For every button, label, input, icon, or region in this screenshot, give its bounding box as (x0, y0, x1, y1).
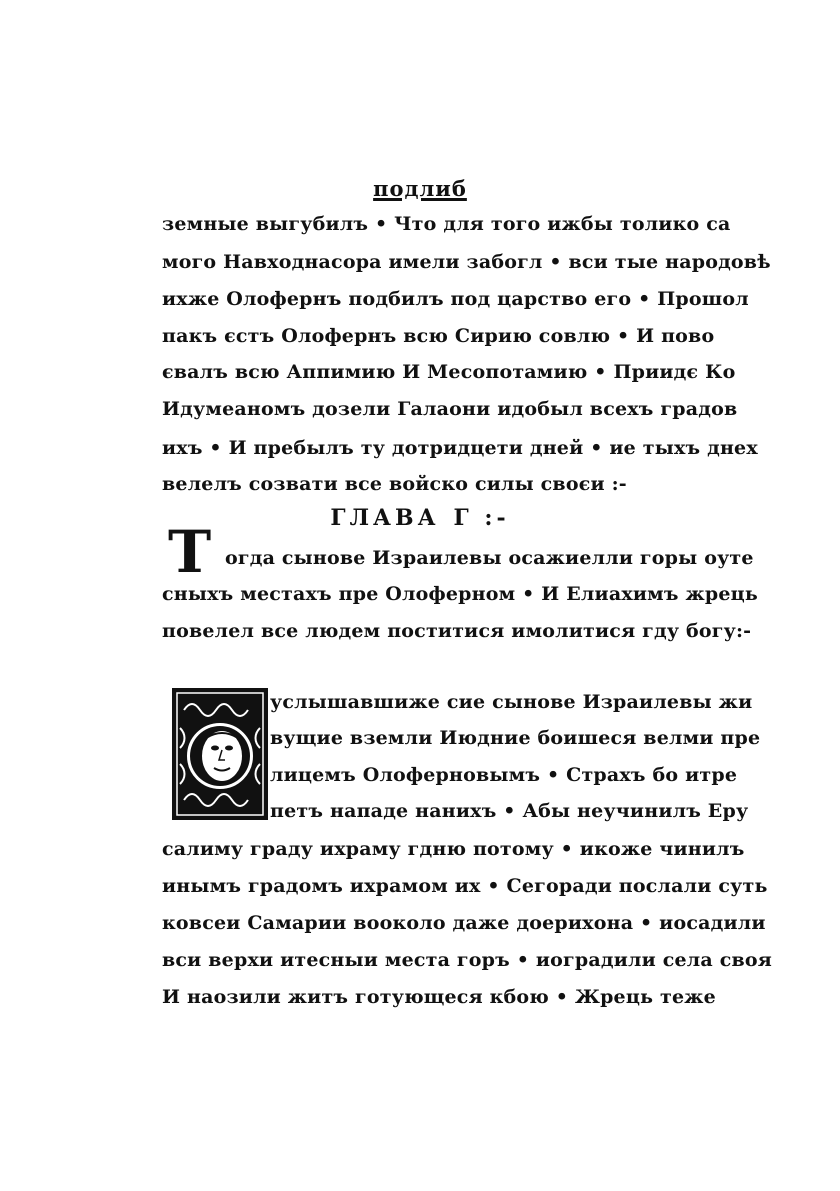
text-line: ковсеи Самарии вооколо даже доерихона • иосадили (162, 912, 766, 934)
text-line: огда сынове Израилевы осажиелли горы оуте (225, 547, 754, 569)
text-line: И наозили житъ готующеся кбою • Жрець теже (162, 986, 716, 1008)
running-head: подлиб (373, 176, 467, 201)
text-line: вущие вземли Июдние боишеся велми пре (270, 727, 761, 749)
text-line: петъ нападе нанихъ • Абы неучинилъ Еру (270, 800, 749, 822)
text-line: земные выгубилъ • Что для того ижбы толико са (162, 213, 731, 235)
text-line: мого Навходнасора имели забогл • вси тые народовѣ (162, 251, 771, 273)
woodcut-initial-icon (172, 688, 268, 820)
text-line: вси верхи итесныи места горъ • иоградили села своя (162, 949, 773, 971)
text-line: сныхъ местахъ пре Олоферном • И Елиахимъ жрець (162, 583, 758, 605)
text-line: євалъ всю Аппимию И Месопотамию • Приидє Ко (162, 361, 736, 383)
chapter-heading (0, 505, 840, 531)
text-line: повелел все людем поститися имолитися гду богу:- (162, 620, 752, 642)
text-line: велелъ созвати все войско силы своєи :- (162, 473, 627, 495)
text-line: ихъ • И пребылъ ту дотридцети дней • ие тыхъ днех (162, 437, 758, 459)
text-line: услышавшиже сие сынове Израилевы жи (270, 691, 753, 713)
chapter-title: ГЛАВА (330, 505, 440, 531)
text-line: салиму граду ихраму гдню потому • икоже чинилъ (162, 838, 745, 860)
text-line: лицемъ Олоферновымъ • Страхъ бо итре (270, 764, 738, 786)
text-line: инымъ градомъ ихрамом их • Сегоради послали суть (162, 875, 768, 897)
chapter-number: Г :- (453, 505, 510, 531)
initial-letter: Т (168, 518, 212, 586)
text-line: Идумеаномъ дозели Галаони идобыл всехъ градов (162, 398, 738, 420)
text-line: ихже Олофернъ подбилъ под царство его • Прошол (162, 288, 749, 310)
text-line: пакъ єстъ Олофернъ всю Сирию совлю • И пово (162, 325, 715, 347)
